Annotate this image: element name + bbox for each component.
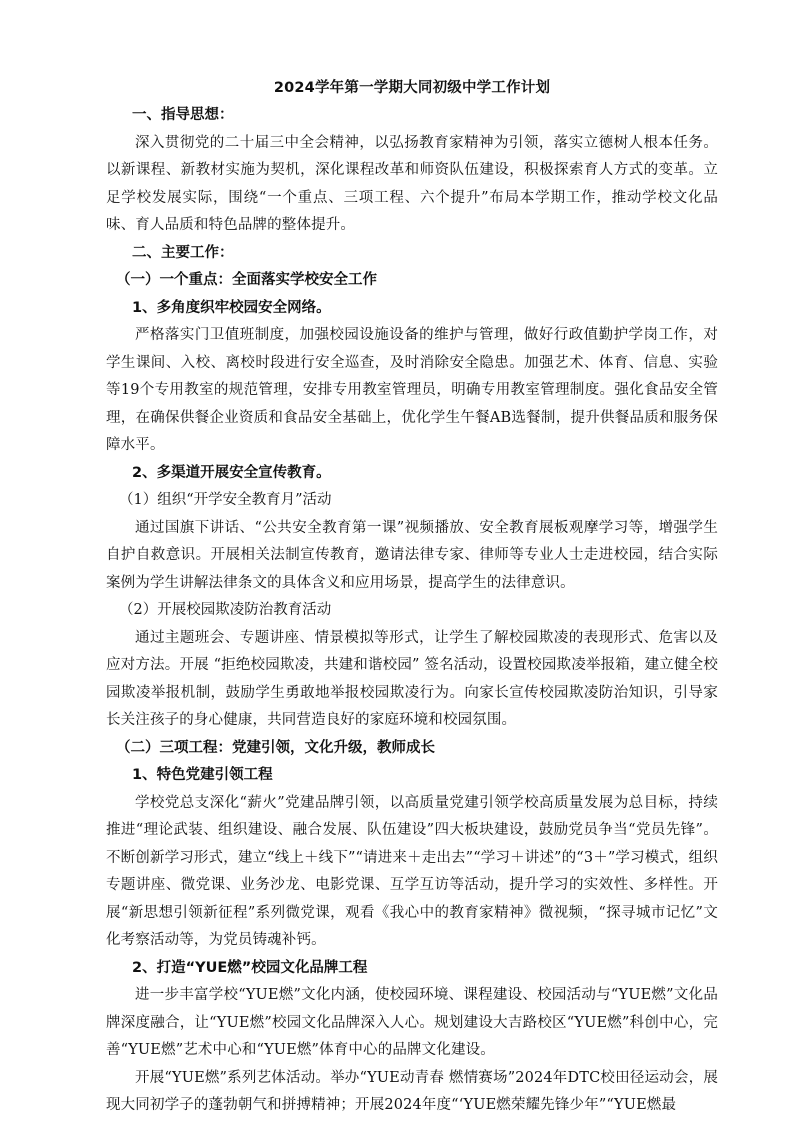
section-heading: 二、主要工作： <box>132 244 234 261</box>
paragraph: 进一步丰富学校“YUE燃”文化内涵，使校园环境、课程建设、校园活动与“YUE燃”文化品牌深度融合，让“YUE燃”校园文化品牌深入人心。规划建设大吉路校区“YUE燃”科创中心，完善“YUE燃”艺术中心和“YUE燃”体育中心的品牌文化建设。 <box>106 987 718 1058</box>
document-title: 2024学年第一学期大同初级中学工作计划 <box>273 80 551 96</box>
document-body <box>106 102 718 1120</box>
paragraph: 深入贯彻党的二十届三中全会精神，以弘扬教育家精神为引领，落实立德树人根本任务。以新课程、新教材实施为契机，深化课程改革和师资队伍建设，积极探索育人方式的变革。立足学校发展实际，围绕“一个重点、三项工程、六个提升”布局本学期工作，推动学校文化品味、育人品质和特色品牌的整体提升。 <box>106 134 718 233</box>
paragraph: 通过国旗下讲话、“公共安全教育第一课”视频播放、安全教育展板观摩学习等，增强学生自护自救意识。开展相关法制宣传教育，邀请法律专家、律师等专业人士走进校园，结合实际案例为学生讲解法律条文的具体含义和应用场景，提高学生的法律意识。 <box>106 519 718 591</box>
paragraph: 开展“YUE燃”系列艺体活动。举办“YUE动青春 燃情赛场”2024年DTC校田径运动会，展现大同初学子的蓬勃朝气和拼搏精神；开展2024年度“‘YUE燃荣耀先锋少年”“YUE燃最 <box>106 1069 718 1113</box>
paragraph: 学校党总支深化“薪火”党建品牌引领，以高质量党建引领学校高质量发展为总目标，持续推进“理论武装、组织建设、融合发展、队伍建设”四大板块建设，鼓励党员争当“党员先锋”。不断创新学习形式，建立“线上＋线下”“请进来＋走出去”“学习＋讲述”的“3＋”学习模式，组织专题讲座、微党课、业务沙龙、电影党课、互学互访等活动，提升学习的实效性、多样性。开展“新思想引领新征程”系列微党课，观看《我心中的教育家精神》微视频，“探寻城市记忆”文化考察活动等，为党员铸魂补钙。 <box>106 794 718 948</box>
subsection-heading: （二）三项工程：党建引领，文化升级，教师成长 <box>116 739 435 756</box>
sub-item-heading: （2）开展校园欺凌防治教育活动 <box>119 602 332 618</box>
sub-item-heading: （1）组织“开学安全教育月”活动 <box>119 492 332 508</box>
document-page <box>106 76 718 1120</box>
item-heading: 2、打造“YUE燃”校园文化品牌工程 <box>132 959 368 976</box>
item-heading: 1、多角度织牢校园安全网络。 <box>132 299 331 316</box>
item-heading: 2、多渠道开展安全宣传教育。 <box>132 464 331 481</box>
subsection-heading: （一）一个重点：全面落实学校安全工作 <box>116 272 377 288</box>
item-heading: 1、特色党建引领工程 <box>132 767 273 783</box>
paragraph: 通过主题班会、专题讲座、情景模拟等形式，让学生了解校园欺凌的表现形式、危害以及应对方法。开展 “拒绝校园欺凌，共建和谐校园” 签名活动，设置校园欺凌举报箱，建立健全校园欺凌举报机制，鼓励学生勇敢地举报校园欺凌行为。向家长宣传校园欺凌防治知识，引导家长关注孩子的身心健康，共同营造良好的家庭环境和校园氛围。 <box>106 629 718 728</box>
paragraph: 严格落实门卫值班制度，加强校园设施设备的维护与管理，做好行政值勤护学岗工作，对学生课间、入校、离校时段进行安全巡查，及时消除安全隐患。加强艺术、体育、信息、实验等19个专用教室的规范管理，安排专用教室管理员，明确专用教室管理制度。强化食品安全管理，在确保供餐企业资质和食品安全基础上，优化学生午餐AB选餐制，提升供餐品质和服务保障水平。 <box>106 327 718 453</box>
section-heading: 一、指导思想： <box>132 107 234 123</box>
